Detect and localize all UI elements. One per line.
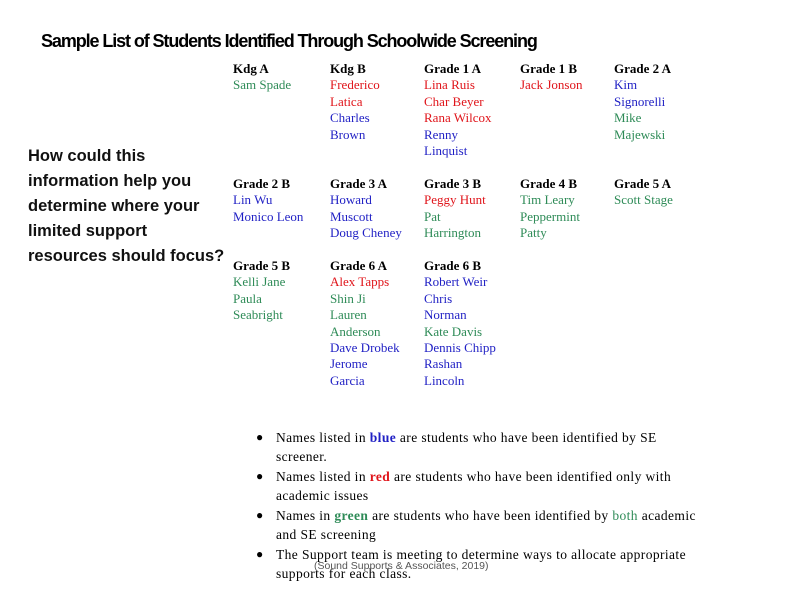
class-heading: Grade 2 A xyxy=(614,61,672,76)
student-name: Robert Weir xyxy=(424,274,488,290)
class-cell xyxy=(614,176,673,209)
class-cell xyxy=(330,258,400,389)
student-name: Scott Stage xyxy=(614,192,673,208)
legend-text: Names listed in xyxy=(276,430,370,445)
class-cell xyxy=(233,258,290,324)
class-heading: Kdg B xyxy=(330,61,366,76)
bullet-icon: ● xyxy=(256,547,264,561)
student-name: Muscott xyxy=(330,208,373,224)
class-cell xyxy=(424,258,496,389)
student-name: Shin Ji xyxy=(330,290,366,306)
class-heading: Grade 6 B xyxy=(424,258,482,273)
class-cell xyxy=(330,61,380,143)
legend-color-keyword: green xyxy=(334,508,369,523)
legend-color-keyword: blue xyxy=(369,430,397,445)
legend-text: Names in xyxy=(276,508,335,523)
student-name: Rana Wilcox xyxy=(424,110,492,126)
legend-text: are students who have been identified by SE screener. xyxy=(276,430,657,464)
student-name: Peggy Hunt xyxy=(424,192,486,208)
class-heading: Grade 1 A xyxy=(424,61,482,76)
student-name: Rashan xyxy=(424,356,463,372)
legend-text: academic and SE screening xyxy=(276,508,696,542)
class-cell xyxy=(233,61,291,94)
student-name: Chris xyxy=(424,290,453,306)
student-name: Seabright xyxy=(233,307,283,323)
student-name: Lin Wu xyxy=(233,192,273,208)
class-cell xyxy=(520,61,582,94)
student-name: Brown xyxy=(330,126,366,142)
discussion-question: How could this information help you determine where your limited support resources should focus? xyxy=(28,147,225,265)
bullet-icon: ● xyxy=(256,430,264,444)
legend-text: The Support team is meeting to determine ways to allocate appropriate supports for each class. xyxy=(276,547,686,581)
class-heading: Grade 5 A xyxy=(614,176,672,191)
student-name: Lauren xyxy=(330,307,367,323)
page-title: Sample List of Students Identified Through Schoolwide Screening xyxy=(41,31,537,51)
student-name: Jerome xyxy=(330,356,368,372)
student-name: Doug Cheney xyxy=(330,225,402,241)
student-name: Frederico xyxy=(330,77,380,93)
student-name: Renny xyxy=(424,126,458,142)
class-heading: Grade 6 A xyxy=(330,258,388,273)
student-name: Jack Jonson xyxy=(520,77,583,93)
student-name: Alex Tapps xyxy=(330,274,390,290)
class-cell xyxy=(614,61,671,143)
student-name: Char Beyer xyxy=(424,93,484,109)
class-heading: Grade 5 B xyxy=(233,258,291,273)
student-name: Charles xyxy=(330,110,370,126)
legend-text: are students who have been identified only with academic issues xyxy=(276,469,672,503)
class-heading: Grade 1 B xyxy=(520,61,578,76)
student-name: Garcia xyxy=(330,372,365,388)
source-credit: (Sound Supports & Associates, 2019) xyxy=(314,560,489,572)
class-heading: Grade 4 B xyxy=(520,176,578,191)
legend-item xyxy=(256,428,706,466)
bullet-icon: ● xyxy=(256,508,264,522)
student-name: Kim xyxy=(614,77,638,93)
student-name: Monico Leon xyxy=(233,208,304,224)
bullet-icon: ● xyxy=(256,469,264,483)
class-heading: Grade 2 B xyxy=(233,176,291,191)
class-cell xyxy=(424,61,491,159)
student-name: Majewski xyxy=(614,126,666,142)
student-name: Patty xyxy=(520,225,547,241)
student-name: Sam Spade xyxy=(233,77,292,93)
student-name: Dave Drobek xyxy=(330,340,400,356)
legend-color-keyword: red xyxy=(369,469,391,484)
legend-both-word: both xyxy=(612,508,638,523)
legend-text: are students who have been identified by xyxy=(368,508,613,523)
student-name: Dennis Chipp xyxy=(424,340,496,356)
legend-item xyxy=(256,506,706,544)
student-name: Harrington xyxy=(424,225,482,241)
student-name: Anderson xyxy=(330,323,381,339)
student-name: Mike xyxy=(614,110,642,126)
student-name: Paula xyxy=(233,290,262,306)
student-name: Pat xyxy=(424,208,441,224)
student-name: Lincoln xyxy=(424,372,465,388)
class-cell xyxy=(520,176,580,242)
student-name: Lina Ruis xyxy=(424,77,475,93)
class-cell xyxy=(424,176,486,242)
student-name: Tim Leary xyxy=(520,192,575,208)
class-heading: Grade 3 B xyxy=(424,176,482,191)
student-name: Norman xyxy=(424,307,467,323)
legend-text: Names listed in xyxy=(276,469,370,484)
class-cell xyxy=(233,176,303,225)
student-name: Peppermint xyxy=(520,208,580,224)
student-name: Latica xyxy=(330,93,363,109)
class-heading: Kdg A xyxy=(233,61,269,76)
student-name: Linquist xyxy=(424,143,468,159)
student-name: Signorelli xyxy=(614,93,666,109)
student-name: Kelli Jane xyxy=(233,274,286,290)
class-heading: Grade 3 A xyxy=(330,176,388,191)
legend-item xyxy=(256,467,706,505)
class-cell xyxy=(330,176,402,242)
student-name: Howard xyxy=(330,192,372,208)
student-name: Kate Davis xyxy=(424,323,483,339)
